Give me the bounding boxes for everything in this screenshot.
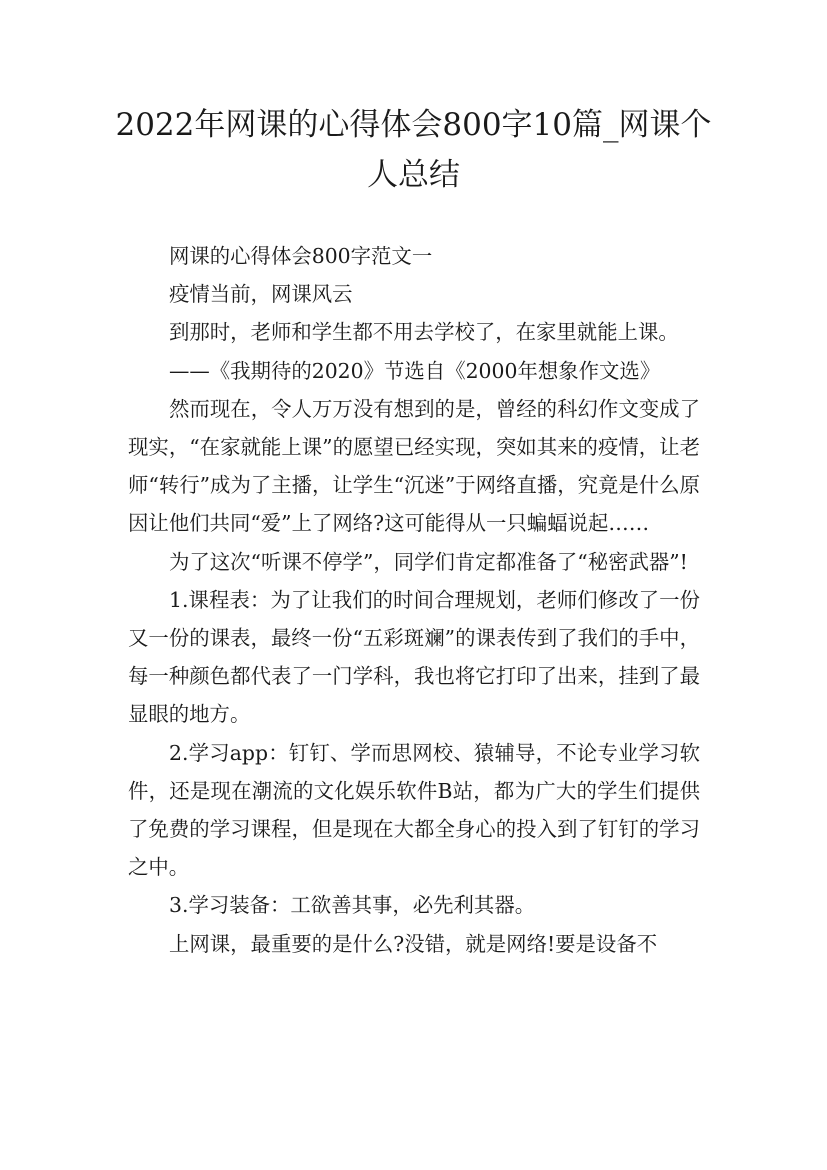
document-title: 2022年网课的心得体会800字10篇_网课个人总结 xyxy=(115,107,712,193)
paragraph-quote: 到那时，老师和学生都不用去学校了，在家里就能上课。 xyxy=(169,320,679,345)
paragraph-item-schedule: 1.课程表：为了让我们的时间合理规划，老师们修改了一份又一份的课表，最终一份“五彩斑斓”的课表传到了我们的手中，每一种颜色都代表了一门学科，我也将它打印了出来，挂到了最显眼的地方。 xyxy=(128,587,700,727)
paragraph-essay-heading: 网课的心得体会800字范文一 xyxy=(169,244,433,268)
paragraph-quote-source: ——《我期待的2020》节选自《2000年想象作文选》 xyxy=(169,358,661,383)
paragraph-subtitle: 疫情当前，网课风云 xyxy=(169,282,353,307)
document-body xyxy=(128,237,700,963)
paragraph-item-equipment: 3.学习装备：工欲善其事，必先利其器。 xyxy=(169,893,536,918)
paragraph-item-app: 2.学习app：钉钉、学而思网校、猿辅导，不论专业学习软件，还是现在潮流的文化娱乐软件B站，都为广大的学生们提供了免费的学习课程，但是现在大都全身心的投入到了钉钉的学习之中。 xyxy=(128,740,700,880)
paragraph-intro: 然而现在，令人万万没有想到的是，曾经的科幻作文变成了现实，“在家就能上课”的愿望已经实现，突如其来的疫情，让老师“转行”成为了主播，让学生“沉迷”于网络直播，究竟是什么原因让他们共同“爱”上了网络?这可能得从一只蝙蝠说起…… xyxy=(128,396,700,536)
paragraph-preparation: 为了这次“听课不停学”，同学们肯定都准备了“秘密武器”! xyxy=(169,549,688,574)
paragraph-network: 上网课，最重要的是什么?没错，就是网络!要是设备不 xyxy=(169,931,658,956)
